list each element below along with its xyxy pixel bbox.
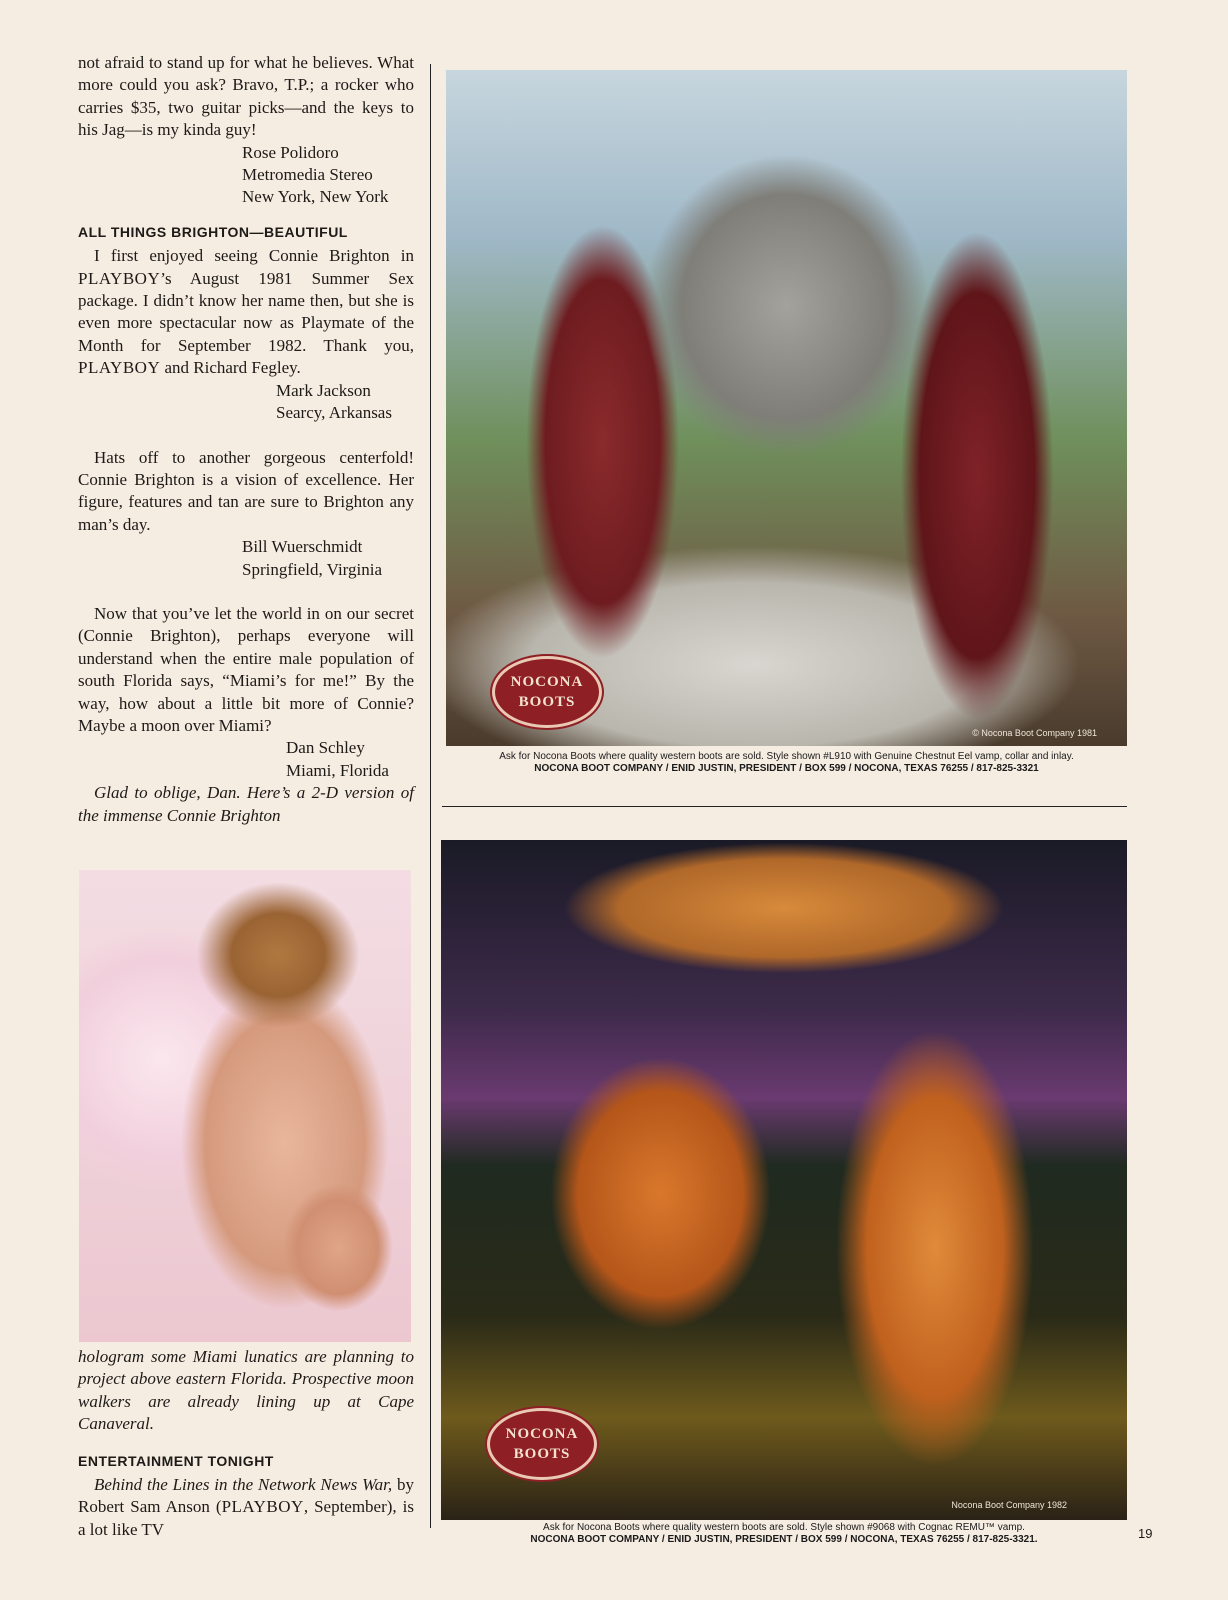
letter-text: ’s August 1981 Summer Sex package. I didn’t know her name then, but she is even more spectacular now as Playmate of the Month for September 1982. Thank you, <box>78 268 414 355</box>
signature-location: Miami, Florida <box>286 760 389 780</box>
playmate-photo <box>79 870 411 1342</box>
ad-company-line: NOCONA BOOT COMPANY / ENID JUSTIN, PRESIDENT / BOX 599 / NOCONA, TEXAS 76255 / 817-825-3321. <box>530 1534 1038 1545</box>
ad-caption-line: Ask for Nocona Boots where quality western boots are sold. Style shown #9068 with Cognac REMU™ vamp. <box>543 1522 1025 1533</box>
logo-line: NOCONA <box>510 674 584 690</box>
signature-name: Mark Jackson <box>276 380 371 400</box>
letter-paragraph: Hats off to another gorgeous centerfold! Connie Brighton is a vision of excellence. Her figure, features and tan are sure to Brighton any man’s day. <box>78 447 414 534</box>
signature-location: New York, New York <box>242 187 389 207</box>
magazine-name: PLAYBOY <box>221 1497 304 1517</box>
ad-caption <box>446 751 1127 775</box>
nocona-boots-logo <box>492 656 602 728</box>
signature-name: Bill Wuerschmidt <box>242 537 363 557</box>
letter-paragraph <box>78 245 414 379</box>
ad-divider <box>442 806 1127 807</box>
logo-line: BOOTS <box>518 694 576 710</box>
letters-column-lower <box>78 1346 414 1541</box>
letter-signature <box>78 536 414 581</box>
letter-text: by Robert Sam Anson ( <box>78 1475 415 1517</box>
letter-text: , September), is a lot like TV <box>78 1497 415 1539</box>
section-heading: ALL THINGS BRIGHTON—BEAUTIFUL <box>78 223 348 240</box>
letter-signature <box>78 380 414 425</box>
signature-name: Dan Schley <box>286 738 365 758</box>
letter-signature <box>78 737 414 782</box>
signature-location: Springfield, Virginia <box>242 559 383 579</box>
letter-text: and Richard Fegley. <box>160 358 301 378</box>
page-number: 19 <box>1138 1526 1153 1541</box>
article-title: Behind the Lines in the Network News War, <box>94 1475 393 1495</box>
ad-copyright: © Nocona Boot Company 1981 <box>972 728 1097 738</box>
editor-reply: hologram some Miami lunatics are planning to project above eastern Florida. Prospective moon walkers are already lining up at Cape Canaveral. <box>78 1347 414 1434</box>
magazine-name: PLAYBOY <box>78 268 161 288</box>
nocona-tarantula-ad-illustration <box>441 840 1127 1520</box>
nocona-boots-logo <box>487 1408 597 1480</box>
column-divider <box>430 64 431 1528</box>
signature-affiliation: Metromedia Stereo <box>242 165 373 185</box>
letter-text: I first enjoyed seeing Connie Brighton in <box>94 246 414 266</box>
letters-column <box>78 52 414 827</box>
ad-caption <box>441 1522 1127 1546</box>
magazine-name: PLAYBOY <box>78 358 161 378</box>
nocona-wolf-ad-illustration <box>446 70 1127 746</box>
ad-copyright: Nocona Boot Company 1982 <box>951 1500 1067 1510</box>
letter-paragraph <box>78 1474 414 1541</box>
editor-reply: Glad to oblige, Dan. Here’s a 2-D version of the immense Connie Brighton <box>78 783 414 825</box>
signature-location: Searcy, Arkansas <box>276 403 392 423</box>
section-heading: ENTERTAINMENT TONIGHT <box>78 1452 274 1469</box>
logo-line: BOOTS <box>513 1446 571 1462</box>
letter-signature <box>78 142 414 209</box>
letter-paragraph: Now that you’ve let the world in on our secret (Connie Brighton), perhaps everyone will understand when the entire male population of south Florida says, “Miami’s for me!” By the way, how about a little bit more of Connie? Maybe a moon over Miami? <box>78 603 414 735</box>
ad-caption-line: Ask for Nocona Boots where quality western boots are sold. Style shown #L910 with Genuine Chestnut Eel vamp, collar and inlay. <box>499 751 1074 762</box>
letter-paragraph: not afraid to stand up for what he believes. What more could you ask? Bravo, T.P.; a rocker who carries $35, two guitar picks—and the keys to his Jag—is my kinda guy! <box>78 53 414 140</box>
logo-line: NOCONA <box>505 1426 579 1442</box>
signature-name: Rose Polidoro <box>242 142 339 162</box>
ad-company-line: NOCONA BOOT COMPANY / ENID JUSTIN, PRESIDENT / BOX 599 / NOCONA, TEXAS 76255 / 817-825-3321 <box>534 763 1039 774</box>
